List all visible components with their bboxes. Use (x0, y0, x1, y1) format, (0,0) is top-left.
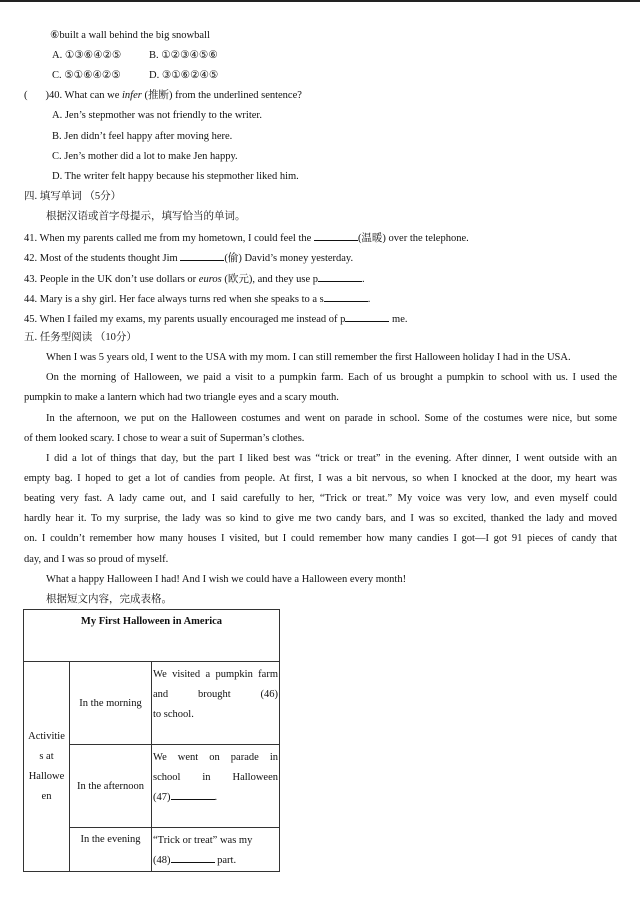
q39-item-6: ⑥built a wall behind the big snowball (50, 30, 210, 41)
passage-p2-line2: pumpkin to make a lantern which had two triangle eyes and a scary mouth. (24, 392, 339, 403)
q41-blank[interactable] (314, 230, 358, 241)
q39-option-d: D. ③①⑥②④⑤ (149, 70, 219, 81)
activities-label-line1: Activitie (28, 730, 65, 742)
q48-text-end: part. (214, 855, 237, 866)
passage-p3-line2: of them looked scary. I chose to wear a suit of Superman’s clothes. (24, 433, 305, 444)
q45 (24, 311, 408, 327)
q40-option-c: C. Jen’s mother did a lot to make Jen happy. (52, 151, 238, 162)
afternoon-line3 (153, 788, 278, 808)
section4-instruction: 根据汉语或首字母提示，填写恰当的单词。 (46, 211, 246, 222)
morning-cell (152, 662, 280, 745)
morning-line3: to school. (153, 709, 194, 720)
q43-text: 43. People in the UK don’t use dollars or (24, 274, 199, 285)
q47-period: . (214, 792, 218, 803)
afternoon-cell (152, 745, 280, 828)
morning-line1: We visited a pumpkin farm (153, 669, 278, 680)
q47-blank[interactable] (171, 789, 215, 800)
halloween-table (23, 609, 280, 872)
q44-text: 44. Mary is a shy girl. Her face always turns red when she speaks to a s (24, 294, 324, 305)
activities-label (24, 662, 70, 872)
morning-line2: and brought (46) (153, 689, 278, 700)
q41 (24, 230, 469, 246)
paren-close: ) (45, 90, 49, 101)
passage-p4-line6: day, and I was so proud of myself. (24, 554, 169, 565)
q44-text-end: . (367, 294, 371, 305)
passage-p1: When I was 5 years old, I went to the USA with my mom. I can still remember the first Halloween holiday I had in the USA. (46, 352, 571, 363)
q45-text-end: me. (389, 314, 408, 325)
activities-label-line3: Hallowe (28, 770, 65, 782)
activities-label-line4: en (41, 790, 52, 802)
q42-text-end: (偷) David’s money yesterday. (224, 253, 354, 264)
section5-instruction: 根据短文内容，完成表格。 (46, 594, 172, 605)
afternoon-line1: We went on parade in (153, 752, 278, 763)
passage-p5: What a happy Halloween I had! And I wish we could have a Halloween every month! (46, 574, 407, 585)
passage-p4-line1: I did a lot of things that day, but the part I liked best was “trick or treat” in the evening. After dinner, I went outside with an (46, 453, 617, 464)
q43-text-end: . (361, 274, 365, 285)
q43-blank[interactable] (318, 271, 362, 282)
paren-open: ( (24, 90, 28, 101)
q45-blank[interactable] (345, 311, 389, 322)
q42 (24, 250, 353, 266)
q43-text-2: (欧元), and they use p (221, 274, 318, 285)
passage-p2-line1: On the morning of Halloween, we paid a visit to a pumpkin farm. Each of us brought a pumpkin to school with us. I used the (46, 372, 617, 383)
afternoon-line2: school in Halloween (153, 772, 278, 783)
q42-blank[interactable] (180, 250, 224, 261)
q44-blank[interactable] (324, 291, 368, 302)
table-title: My First Halloween in America (24, 610, 280, 662)
q40-infer-word: infer (122, 90, 142, 101)
q43-euros: euros (198, 274, 222, 285)
q41-text: 41. When my parents called me from my hometown, I could feel the (24, 233, 314, 244)
activities-label-line2: s at (39, 750, 54, 762)
evening-label: In the evening (70, 828, 152, 872)
q48-number: (48) (153, 855, 171, 866)
q40-option-b: B. Jen didn’t feel happy after moving here. (52, 131, 233, 142)
section5-heading: 五. 任务型阅读 （10分） (24, 332, 137, 343)
q39-option-b: B. ①②③④⑤⑥ (149, 50, 218, 61)
morning-label: In the morning (70, 662, 152, 745)
evening-line2 (153, 851, 278, 871)
q39-option-a: A. ①③⑥④②⑤ (52, 50, 122, 61)
passage-p4-line4: hardly hear it. To my surprise, the lady was so kind to give me two candy bars, and I was so excited, thanked the lady and moved (24, 513, 617, 524)
passage-p4-line3: beating very fast. A lady came out, and I said carefully to her, “Trick or treat.” My voice was very low, and even myself could (24, 493, 617, 504)
q40-stem: 40. What can we (49, 90, 122, 101)
q42-text: 42. Most of the students thought Jim (24, 253, 181, 264)
passage-p4-line5: on. I couldn’t remember how many houses I visited, but I could remember how many candies I got—I got 91 pieces of candy that (24, 533, 617, 544)
evening-cell (152, 828, 280, 872)
q45-text: 45. When I failed my exams, my parents usually encouraged me instead of p (24, 314, 346, 325)
q41-text-end: (温暖) over the telephone. (357, 233, 469, 244)
q44 (24, 291, 370, 307)
q39-option-c: C. ⑤①⑥④②⑤ (52, 70, 121, 81)
afternoon-label: In the afternoon (70, 745, 152, 828)
q40-option-a: A. Jen’s stepmother was not friendly to the writer. (52, 110, 262, 121)
passage-p3-line1: In the afternoon, we put on the Halloween costumes and went on parade in school. Some of the costumes were nice, but some (46, 413, 617, 424)
q48-blank[interactable] (171, 852, 215, 863)
q40-answer-paren (24, 89, 302, 103)
q40-option-d: D. The writer felt happy because his stepmother liked him. (52, 171, 299, 182)
page-top-rule (0, 0, 640, 2)
q43 (24, 271, 365, 287)
q47-number: (47) (153, 792, 171, 803)
section4-heading: 四. 填写单词 （5分） (24, 191, 122, 202)
evening-line1: “Trick or treat” was my (153, 835, 253, 846)
q40-stem-rest: (推断) from the underlined sentence? (141, 90, 302, 101)
passage-p4-line2: empty bag. I hoped to get a lot of candies from people. At first, I was a bit nervous, so when I knocked at the door, my heart was (24, 473, 617, 484)
